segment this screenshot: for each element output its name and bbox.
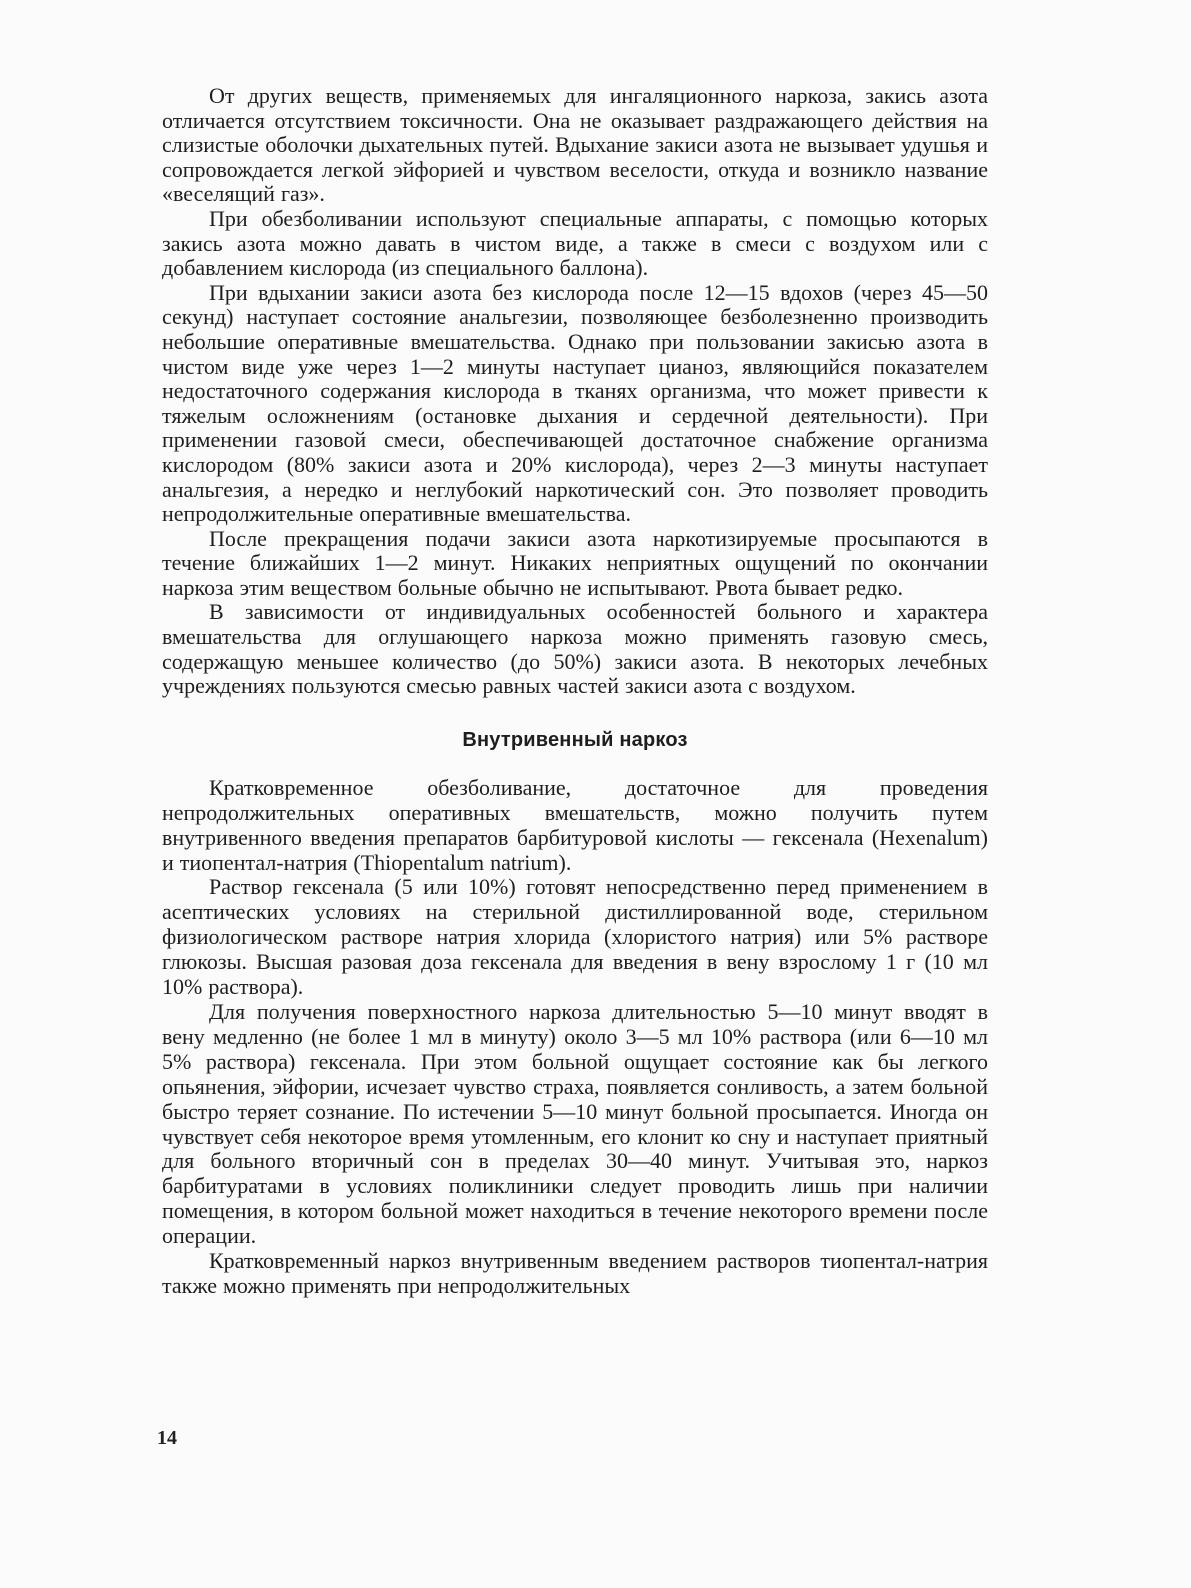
page-body	[162, 84, 988, 1299]
paragraph: Раствор гексенала (5 или 10%) готовят непосредственно перед применением в асептических условиях на стерильной дистиллированной воде, стерильном физиологическом растворе натрия хлорида (хлористого натрия) или 5% растворе глюкозы. Высшая разовая доза гексенала для введения в вену взрослому 1 г (10 мл 10% раствора).	[162, 874, 988, 1000]
paragraph: При обезболивании используют специальные аппараты, с помощью которых закись азота можно давать в чистом виде, а также в смеси с воздухом или с добавлением кислорода (из специального баллона).	[162, 205, 988, 281]
paragraph: В зависимости от индивидуальных особенностей больного и характера вмешательства для оглушающего наркоза можно применять газовую смесь, содержащую меньшее количество (до 50%) закиси азота. В некоторых лечебных учреждениях пользуются смесью равных частей закиси азота с воздухом.	[162, 599, 988, 699]
section-heading: Внутривенный наркоз	[462, 728, 688, 751]
paragraph: После прекращения подачи закиси азота наркотизируемые просыпаются в течение ближайших 1—2 минут. Никаких неприятных ощущений по окончании наркоза этим веществом больные обычно не испытывают. Рвота бывает редко.	[162, 525, 988, 600]
paragraph: От других веществ, применяемых для ингаляционного наркоза, закись азота отличается отсутствием токсичности. Она не оказывает раздражающего действия на слизистые оболочки дыхательных путей. Вдыхание закиси азота не вызывает удушья и сопровождается легкой эйфорией и чувством веселости, откуда и возникло название «веселящий газ».	[162, 83, 988, 207]
nitrous-oxide-section	[162, 84, 988, 699]
paragraph: Кратковременное обезболивание, достаточное для проведения непродолжительных оперативных вмешательств, можно получить путем внутривенного введения препаратов барбитуровой кислоты — гексенала (Hexenalum) и тиопентал-натрия (Thiopentalum natrium).	[162, 774, 988, 875]
paragraph: Кратковременный наркоз внутривенным введением растворов тиопентал-натрия также можно применять при непродолжительных	[162, 1248, 988, 1298]
paragraph: При вдыхании закиси азота без кислорода после 12—15 вдохов (через 45—50 секунд) наступает состояние анальгезии, позволяющее безболезненно производить небольшие оперативные вмешательства. Однако при пользовании закисью азота в чистом виде уже через 1—2 минуты наступает цианоз, являющийся показателем недостаточного содержания кислорода в тканях организма, что может привести к тяжелым осложнениям (остановке дыхания и сердечной деятельности). При применении газовой смеси, обеспечивающей достаточное снабжение организма кислородом (80% закиси азота и 20% кислорода), через 2—3 минуты наступает анальгезия, а нередко и неглубокий наркотический сон. Это позволяет проводить непродолжительные оперативные вмешательства.	[162, 279, 988, 527]
page-number: 14	[157, 1427, 177, 1449]
intravenous-anesthesia-section	[162, 776, 988, 1299]
paragraph: Для получения поверхностного наркоза длительностью 5—10 минут вводят в вену медленно (не более 1 мл в минуту) около 3—5 мл 10% раствора (или 6—10 мл 5% раствора) гексенала. При этом больной ощущает состояние как бы легкого опьянения, эйфории, исчезает чувство страха, появляется сонливость, а затем больной быстро теряет сознание. По истечении 5—10 минут больной просыпается. Иногда он чувствует себя некоторое время утомленным, его клонит ко сну и наступает приятный для больного вторичный сон в пределах 30—40 минут. Учитывая это, наркоз барбитуратами в условиях поликлиники следует проводить лишь при наличии помещения, в котором больной может находиться в течение некоторого времени после операции.	[162, 999, 988, 1249]
